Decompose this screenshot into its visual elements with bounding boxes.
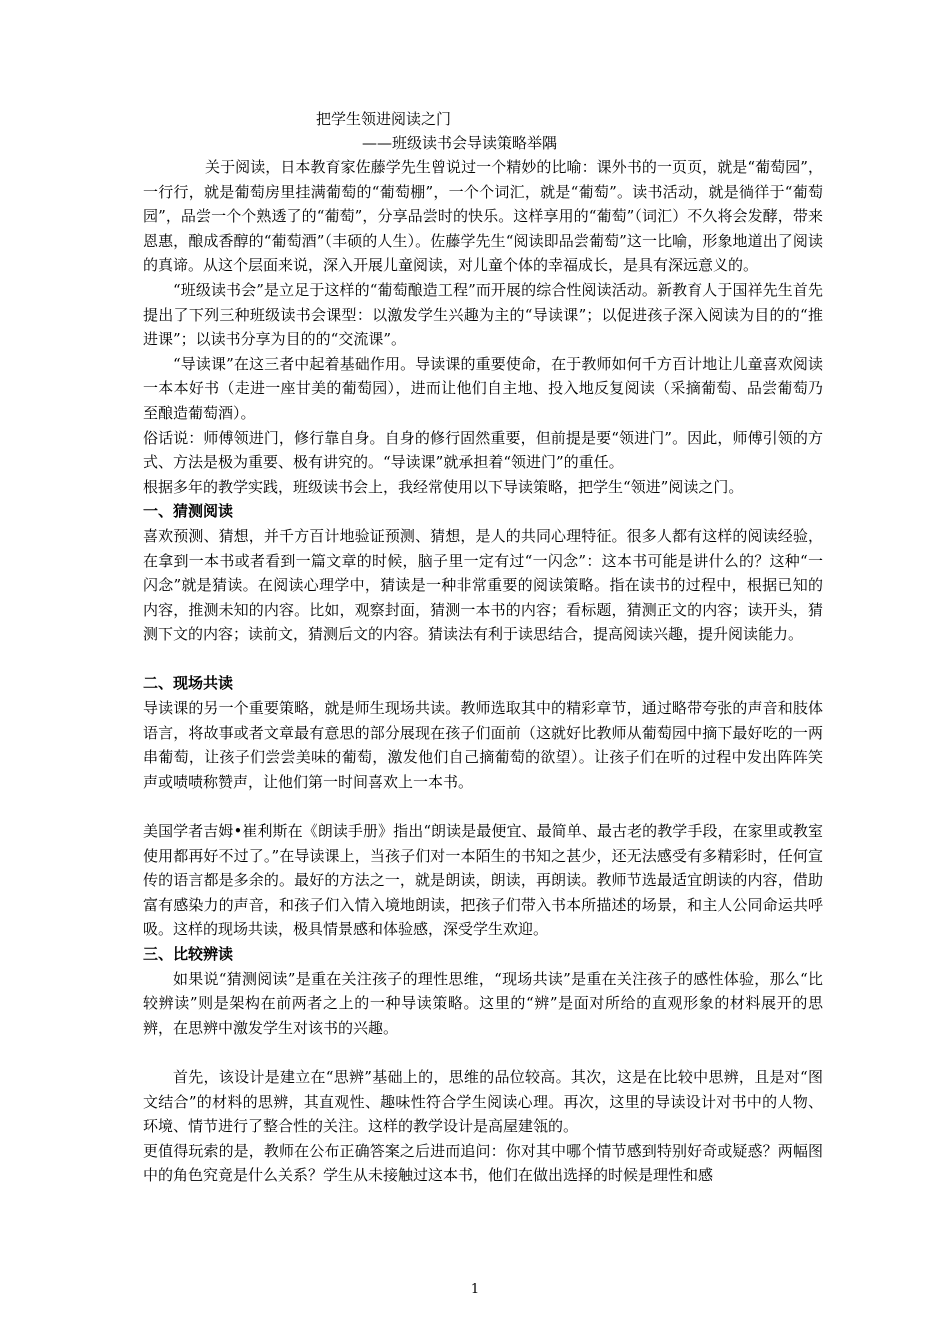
intro-paragraph-2: “班级读书会”是立足于这样的“葡萄酿造工程”而开展的综合性阅读活动。新教育人于国祥先生首先提出了下列三种班级读书会课型：以激发学生兴趣为主的“导读课”；以促进孩子深入阅读为目的的“推进课”；以读书分享为目的的“交流课”。 bbox=[143, 280, 823, 349]
section-3-paragraph-3: 更值得玩索的是，教师在公布正确答案之后进而追问：你对其中哪个情节感到特别好奇或疑惑？两幅图中的角色究竟是什么关系？学生从未接触过这本书，他们在做出选择的时候是理性和感 bbox=[143, 1141, 823, 1185]
intro-paragraph-5: 根据多年的教学实践，班级读书会上，我经常使用以下导读策略，把学生“领进”阅读之门。 bbox=[143, 477, 744, 496]
section-heading-1: 一、猜测阅读 bbox=[143, 502, 234, 521]
document-title: 把学生领进阅读之门 bbox=[316, 110, 452, 128]
section-3-paragraph-2: 首先，该设计是建立在“思辨”基础上的，思维的品位较高。其次，这是在比较中思辨，且是对“图文结合”的材料的思辨，其直观性、趣味性符合学生阅读心理。再次，这里的导读设计对书中的人物、环境、情节进行了整合性的关注。这样的教学设计是高屋建瓴的。 bbox=[143, 1067, 823, 1136]
blank-line bbox=[143, 794, 823, 819]
section-2-paragraph-2: 美国学者吉姆•崔利斯在《朗读手册》指出“朗读是最便宜、最简单、最古老的教学手段，在家里或教室使用都再好不过了。”在导读课上，当孩子们对一本陌生的书知之甚少，还无法感受有多精彩时，任何宣传的语言都是多余的。最好的方法之一，就是朗读，朗读，再朗读。教师节选最适宜朗读的内容，借助富有感染力的声音，和孩子们入情入境地朗读，把孩子们带入书本所描述的场景，和主人公同命运共呼吸。这样的现场共读，极具情景感和体验感，深受学生欢迎。 bbox=[143, 822, 823, 939]
section-3-paragraph-1: 如果说“猜测阅读”是重在关注孩子的理性思维，“现场共读”是重在关注孩子的感性体验，那么“比较辨读”则是架构在前两者之上的一种导读策略。这里的“辨”是面对所给的直观形象的材料展开的思辨，在思辨中激发学生对该书的兴趣。 bbox=[143, 969, 823, 1037]
intro-paragraph-1: 关于阅读，日本教育家佐藤学先生曾说过一个精妙的比喻：课外书的一页页，就是“葡萄园”，一行行，就是葡萄房里挂满葡萄的“葡萄棚”，一个个词汇，就是“葡萄”。读书活动，就是徜徉于“葡萄园”，品尝一个个熟透了的“葡萄”，分享品尝时的快乐。这样享用的“葡萄”（词汇）不久将会发酵，带来恩惠，酿成香醇的“葡萄酒”（丰硕的人生）。佐藤学先生“阅读即品尝葡萄”这一比喻，形象地道出了阅读的真谛。从这个层面来说，深入开展儿童阅读，对儿童个体的幸福成长，是具有深远意义的。 bbox=[143, 158, 823, 275]
page-number: 1 bbox=[470, 1282, 480, 1297]
section-1-paragraph-1: 喜欢预测、猜想，并千方百计地验证预测、猜想，是人的共同心理特征。很多人都有这样的阅读经验，在拿到一本书或者看到一篇文章的时候，脑子里一定有过“一闪念”：这本书可能是讲什么的？这种“一闪念”就是猜读。在阅读心理学中，猜读是一种非常重要的阅读策略。指在读书的过程中，根据已知的内容，推测未知的内容。比如，观察封面，猜测一本书的内容；看标题，猜测正文的内容；读开头，猜测下文的内容；读前文，猜测后文的内容。猜读法有利于读思结合，提高阅读兴趣，提升阅读能力。 bbox=[143, 526, 823, 644]
section-2-paragraph-1: 导读课的另一个重要策略，就是师生现场共读。教师选取其中的精彩章节，通过略带夸张的声音和肢体语言，将故事或者文章最有意思的部分展现在孩子们面前（这就好比教师从葡萄园中摘下最好吃的一两串葡萄，让孩子们尝尝美味的葡萄，激发他们自己摘葡萄的欲望）。让孩子们在听的过程中发出阵阵笑声或啧啧称赞声，让他们第一时间喜欢上一本书。 bbox=[143, 699, 823, 791]
section-heading-2: 二、现场共读 bbox=[143, 674, 234, 693]
intro-paragraph-4: 俗话说：师傅领进门，修行靠自身。自身的修行固然重要，但前提是要“领进门”。因此，师傅引领的方式、方法是极为重要、极有讲究的。“导读课”就承担着“领进门”的重任。 bbox=[143, 428, 823, 472]
section-heading-3: 三、比较辨读 bbox=[143, 945, 234, 963]
blank-line bbox=[143, 647, 823, 672]
document-subtitle: ——班级读书会导读策略举隅 bbox=[362, 134, 558, 152]
document-body bbox=[143, 107, 823, 1188]
intro-paragraph-3: “导读课”在这三者中起着基础作用。导读课的重要使命，在于教师如何千方百计地让儿童喜欢阅读一本本好书（走进一座甘美的葡萄园），进而让他们自主地、投入地反复阅读（采摘葡萄、品尝葡萄乃至酿造葡萄酒）。 bbox=[143, 354, 823, 422]
blank-line bbox=[143, 1040, 823, 1065]
